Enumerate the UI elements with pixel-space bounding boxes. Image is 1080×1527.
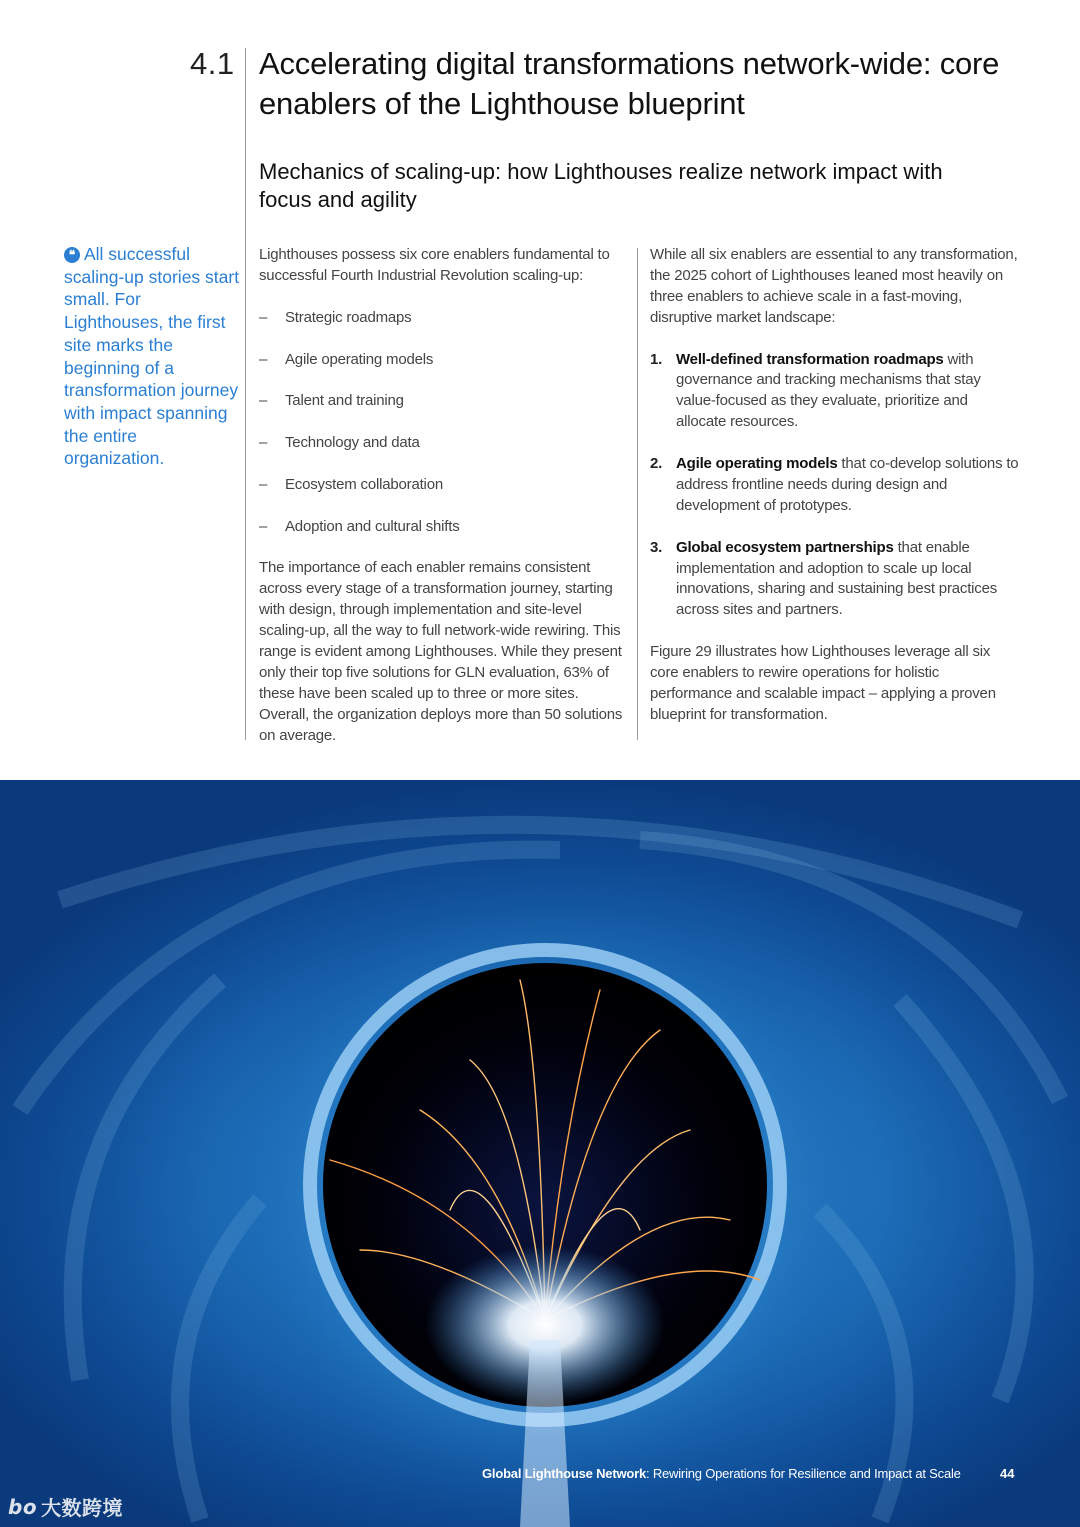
left-column: [259, 245, 629, 768]
item-heading: Global ecosystem partnerships: [676, 538, 894, 556]
page-title: Accelerating digital transformations network-wide: core enablers of the Lighthouse blueprint: [259, 46, 1000, 121]
left-intro: Lighthouses possess six core enablers fundamental to successful Fourth Industrial Revolution scaling-up:: [259, 246, 610, 284]
column-rule: [637, 248, 638, 740]
publication-name: Global Lighthouse Network: [482, 1466, 647, 1481]
dash-marker: –: [259, 434, 268, 452]
watermark-text: 大数跨境: [41, 1498, 124, 1520]
item-heading: Agile operating models: [676, 455, 838, 473]
list-item: – Strategic roadmaps: [259, 308, 629, 329]
list-item: – Ecosystem collaboration: [259, 475, 629, 496]
item-text: that enable implementation and adoption to scale up local innovations, sharing and sustaining best practices across sites and partners.: [676, 538, 998, 619]
footer-text: [482, 1466, 961, 1481]
watermark-logo: bo: [8, 1494, 38, 1519]
dash-marker: –: [259, 308, 268, 326]
key-enablers-list: [650, 350, 1020, 622]
item-number: 1.: [650, 350, 663, 368]
dash-marker: –: [259, 517, 268, 535]
page-number: 44: [1000, 1466, 1015, 1481]
pull-quote-text: All successful scaling-up stories start small. For Lighthouses, the first site marks the beginning of a transformation journey with impact spanning the entire organization.: [64, 244, 240, 469]
item-text: with governance and tracking mechanisms that stay value-focused as they evaluate, prioritize and allocate resources.: [676, 350, 981, 431]
dash-marker: –: [259, 350, 268, 368]
publication-subtitle: : Rewiring Operations for Resilience and Impact at Scale: [646, 1466, 961, 1481]
right-closing: Figure 29 illustrates how Lighthouses leverage all six core enablers to rewire operations for holistic performance and scalable impact – applying a proven blueprint for transformation.: [650, 643, 996, 723]
section-subtitle: Mechanics of scaling-up: how Lighthouses realize network impact with focus and agility: [259, 159, 943, 212]
section-number: 4.1: [190, 46, 235, 81]
dash-marker: –: [259, 475, 268, 493]
pull-quote: [64, 243, 240, 470]
list-item: [650, 454, 1020, 517]
enabler-list: [259, 308, 629, 538]
right-column: [650, 245, 1020, 747]
item-heading: Well-defined transformation roadmaps: [676, 350, 944, 368]
vertical-rule: [245, 48, 246, 740]
left-closing: The importance of each enabler remains consistent across every stage of a transformation journey, starting with design, through implementation and site-level scaling-up, all the way to full network-wide rewiring. This range is evident among Lighthouses. While they present only their top five solutions for GLN evaluation, 63% of these have been scaled up to three or more sites. Overall, the organization deploys more than 50 solutions on average.: [259, 559, 623, 744]
right-intro: While all six enablers are essential to any transformation, the 2025 cohort of Lighthouses leaned most heavily on three enablers to achieve scale in a fast-moving, disruptive market landscape:: [650, 246, 1018, 326]
quote-icon: ❝: [64, 247, 80, 263]
list-item: – Technology and data: [259, 433, 629, 454]
dash-marker: –: [259, 392, 268, 410]
item-number: 3.: [650, 538, 663, 556]
list-item: – Adoption and cultural shifts: [259, 517, 629, 538]
list-item: – Talent and training: [259, 391, 629, 412]
item-number: 2.: [650, 455, 663, 473]
item-text: that co-develop solutions to address frontline needs during design and development of prototypes.: [676, 455, 1019, 514]
list-item: [650, 538, 1020, 622]
watermark: [8, 1492, 123, 1521]
hero-image: [0, 780, 1080, 1527]
list-item: [650, 350, 1020, 434]
list-item: – Agile operating models: [259, 350, 629, 371]
